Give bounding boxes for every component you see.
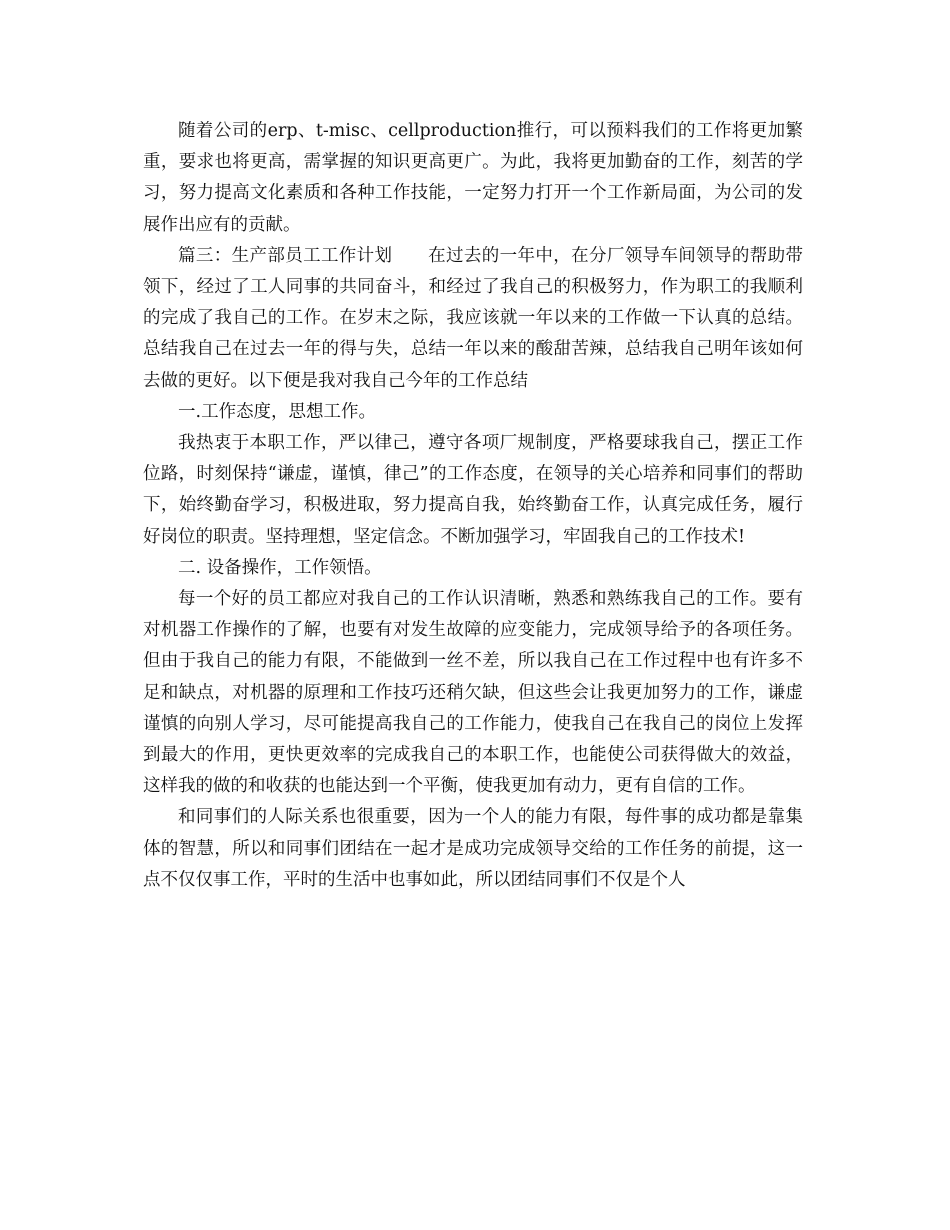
paragraph-plan-intro: 篇三：生产部员工工作计划 在过去的一年中，在分厂领导车间领导的帮助带领下，经过了工人同事的共同奋斗，和经过了我自己的积极努力，作为职工的我顺利的完成了我自己的工作。在岁末之际，我应该就一年以来的工作做一下认真的总结。总结我自己在过去一年的得与失，总结一年以来的酸甜苦辣，总结我自己明年该如何去做的更好。以下便是我对我自己今年的工作总结 [143, 245, 803, 391]
section-heading-attitude: 一.工作态度，思想工作。 [178, 401, 377, 422]
document-body [143, 116, 803, 896]
paragraph-colleagues: 和同事们的人际关系也很重要，因为一个人的能力有限，每件事的成功都是靠集体的智慧，所以和同事们团结在一起才是成功完成领导交给的工作任务的前提，这一点不仅仅事工作，平时的生活中也事如此，所以团结同事们不仅是个人 [143, 807, 803, 890]
section-heading-equipment: 二. 设备操作，工作领悟。 [178, 557, 382, 578]
paragraph-equipment: 每一个好的员工都应对我自己的工作认识清晰，熟悉和熟练我自己的工作。要有对机器工作操作的了解，也要有对发生故障的应变能力，完成领导给予的各项任务。但由于我自己的能力有限，不能做到一丝不差，所以我自己在工作过程中也有许多不足和缺点，对机器的原理和工作技巧还稍欠缺，但这些会让我更加努力的工作，谦虚谨慎的向别人学习，尽可能提高我自己的工作能力，使我自己在我自己的岗位上发挥到最大的作用，更快更效率的完成我自己的本职工作，也能使公司获得做大的效益，这样我的做的和收获的也能达到一个平衡，使我更加有动力，更有自信的工作。 [143, 589, 803, 797]
paragraph-erp-outlook: 随着公司的erp、t-misc、cellproduction推行，可以预料我们的工作将更加繁重，要求也将更高，需掌握的知识更高更广。为此，我将更加勤奋的工作，刻苦的学习，努力提高文化素质和各种工作技能，一定努力打开一个工作新局面，为公司的发展作出应有的贡献。 [143, 121, 803, 235]
paragraph-attitude: 我热衷于本职工作，严以律己，遵守各项厂规制度，严格要球我自己，摆正工作位路，时刻保持“谦虚，谨慎，律己”的工作态度，在领导的关心培养和同事们的帮助下，始终勤奋学习，积极进取，努力提高自我，始终勤奋工作，认真完成任务，履行好岗位的职责。坚持理想，坚定信念。不断加强学习，牢固我自己的工作技术! [143, 433, 803, 547]
